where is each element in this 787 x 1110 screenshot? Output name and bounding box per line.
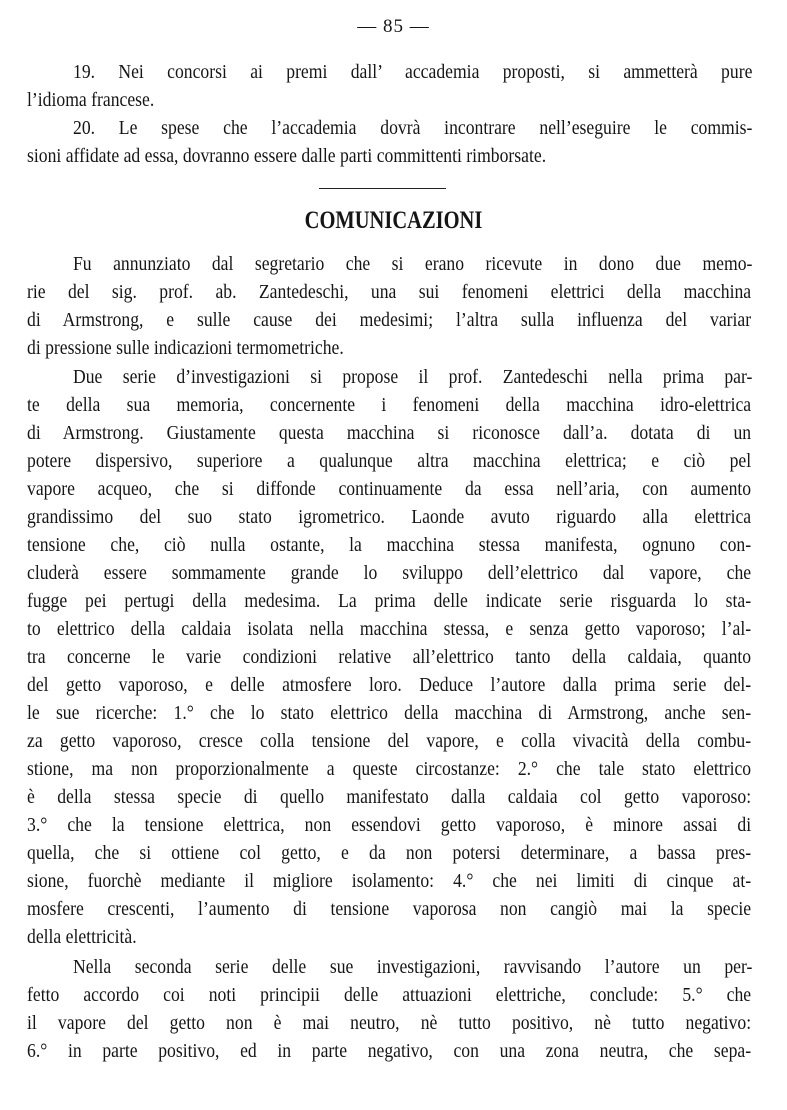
text-line: della elettricità. bbox=[27, 926, 137, 948]
text-line: mosfere crescenti, l’aumento di tensione vaporosa non cangiò mai la specie bbox=[27, 898, 752, 920]
text-line: za getto vaporoso, cresce colla tensione del vapore, e colla vivacità della combu- bbox=[27, 730, 752, 752]
text-line: l’idioma francese. bbox=[27, 89, 155, 111]
text-line: Due serie d’investigazioni si propose il prof. Zantedeschi nella prima par- bbox=[73, 366, 753, 388]
text-line: di Armstrong. Giustamente questa macchina si riconosce dall’a. dotata di un bbox=[27, 422, 752, 444]
text-line: Fu annunziato dal segretario che si erano ricevute in dono due memo- bbox=[73, 253, 753, 275]
text-line: sione, fuorchè mediante il migliore isolamento: 4.° che nei limiti di cinque at- bbox=[27, 870, 752, 892]
text-line: Nella seconda serie delle sue investigazioni, ravvisando l’autore un per- bbox=[73, 956, 753, 978]
text-line: quella, che si ottiene col getto, e da non potersi determinare, a bassa pres- bbox=[27, 842, 752, 864]
text-line: sioni affidate ad essa, dovranno essere dalle parti committenti rimborsate. bbox=[27, 145, 547, 167]
section-heading: COMUNICAZIONI bbox=[304, 207, 483, 234]
page-number: — 85 — bbox=[357, 16, 430, 37]
text-line: fetto accordo coi noti principii delle attuazioni elettriche, conclude: 5.° che bbox=[27, 984, 752, 1006]
text-line: vapore acqueo, che si diffonde continuamente da essa nell’aria, con aumento bbox=[27, 478, 752, 500]
text-line: 20. Le spese che l’accademia dovrà incontrare nell’eseguire le commis- bbox=[73, 117, 753, 139]
text-line: del getto vaporoso, e delle atmosfere loro. Deduce l’autore dalla prima serie del- bbox=[27, 674, 752, 696]
text-line: il vapore del getto non è mai neutro, nè tutto positivo, nè tutto negativo: bbox=[27, 1012, 752, 1034]
text-line: grandissimo del suo stato igrometrico. Laonde avuto riguardo alla elettrica bbox=[27, 506, 752, 528]
text-line: tensione che, ciò nulla ostante, la macchina stessa manifesta, ognuno con- bbox=[27, 534, 752, 556]
text-line: 3.° che la tensione elettrica, non essendovi getto vaporoso, è minore assai di bbox=[27, 814, 752, 836]
text-line: to elettrico della caldaia isolata nella macchina stessa, e senza getto vaporoso; l’al- bbox=[27, 618, 752, 640]
text-line: le sue ricerche: 1.° che lo stato elettrico della macchina di Armstrong, anche sen- bbox=[27, 702, 752, 724]
text-line: cluderà essere sommamente grande lo sviluppo dell’elettrico dal vapore, che bbox=[27, 562, 752, 584]
text-line: te della sua memoria, concernente i fenomeni della macchina idro-elettrica bbox=[27, 394, 752, 416]
text-line: 6.° in parte positivo, ed in parte negativo, con una zona neutra, che sepa- bbox=[27, 1040, 752, 1062]
text-line: fugge pei pertugi della medesima. La prima delle indicate serie risguarda lo sta- bbox=[27, 590, 752, 612]
section-divider bbox=[319, 188, 446, 189]
text-line: stione, ma non proporzionalmente a queste circostanze: 2.° che tale stato elettrico bbox=[27, 758, 752, 780]
text-line: rie del sig. prof. ab. Zantedeschi, una sui fenomeni elettrici della macchina bbox=[27, 281, 752, 303]
text-line: 19. Nei concorsi ai premi dall’ accademia proposti, si ammetterà pure bbox=[73, 61, 753, 83]
text-line: potere dispersivo, superiore a qualunque altra macchina elettrica; e ciò pel bbox=[27, 450, 752, 472]
text-line: di Armstrong, e sulle cause dei medesimi; l’altra sulla influenza del variar bbox=[27, 309, 752, 331]
text-line: tra concerne le varie condizioni relative all’elettrico tanto della caldaia, quanto bbox=[27, 646, 752, 668]
text-line: è della stessa specie di quello manifestato dalla caldaia col getto vaporoso: bbox=[27, 786, 752, 808]
text-line: di pressione sulle indicazioni termometriche. bbox=[27, 337, 344, 359]
